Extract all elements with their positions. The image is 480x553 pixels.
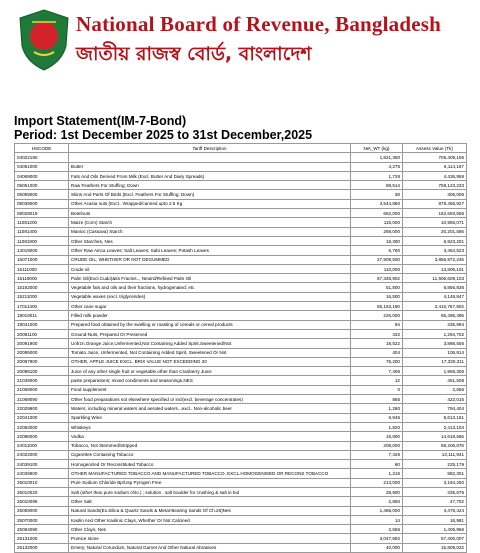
description-cell: Cigarettes Containing Tobacco [69, 450, 351, 459]
table-row [15, 246, 467, 255]
table-row [15, 329, 467, 338]
assess-value-cell: 13,806,101 [403, 264, 467, 273]
description-cell: Waters, including mineral waters and aerated waters...excl.. Non-alcoholic beer [69, 404, 351, 413]
net-weight-cell: 51,800 [351, 283, 403, 292]
table-row [15, 515, 467, 524]
assess-value-cell: 6,114,167 [403, 162, 467, 171]
table-header-row [15, 144, 467, 153]
hscode-cell: 08039000 [15, 199, 69, 208]
table-row [15, 227, 467, 236]
description-cell: OTHER MANUFACTURED TOBACCO AND MANUFACTURED TOBACCO, EXCL.HOMOGENISED OR RECONS TOBACCO [69, 469, 351, 478]
net-weight-cell: 14 [351, 515, 403, 524]
hscode-cell: 25131000 [15, 534, 69, 543]
table-row [15, 534, 467, 543]
net-weight-cell: 16,500 [351, 292, 403, 301]
table-row [15, 413, 467, 422]
net-weight-cell: 1,260 [351, 404, 403, 413]
hscode-cell: 25070000 [15, 515, 69, 524]
hscode-cell: 20097900 [15, 357, 69, 366]
hscode-cell: 24011000 [15, 441, 69, 450]
net-weight-cell: 27,909,500 [351, 255, 403, 264]
net-weight-cell: 2,556 [351, 525, 403, 534]
assess-value-cell: 15,809,022 [403, 543, 467, 552]
table-row [15, 422, 467, 431]
assess-value-cell: 225,179 [403, 460, 467, 469]
hscode-cell: 05051000 [15, 181, 69, 190]
table-row [15, 404, 467, 413]
table-row [15, 339, 467, 348]
description-cell: Other cane sugar [69, 302, 351, 311]
nbr-seal-logo [16, 8, 72, 72]
hscode-cell: 15071000 [15, 255, 69, 264]
assess-value-cell: 3,415,767,802 [403, 302, 467, 311]
assess-value-cell: 335,675 [403, 487, 467, 496]
hscode-cell: 04022190 [15, 153, 69, 162]
hscode-cell: 15111000 [15, 264, 69, 273]
column-header-assess-value: Assess Value (Tk) [403, 144, 467, 153]
assess-value-cell: 58,206,876 [403, 441, 467, 450]
assess-value-cell: 4,436,958 [403, 171, 467, 180]
net-weight-cell: 40,000 [351, 543, 403, 552]
assess-value-cell: 16,981 [403, 515, 467, 524]
description-cell: Ground-Nuts, Prepared Or Preserved [69, 329, 351, 338]
assess-value-cell: 11,606,609,103 [403, 274, 467, 283]
hscode-cell: 20081100 [15, 329, 69, 338]
assess-value-cell: 1,406,966 [403, 525, 467, 534]
assess-value-cell: 3,856,972,245 [403, 255, 467, 264]
table-row [15, 236, 467, 245]
table-row [15, 311, 467, 320]
hscode-cell: 20095000 [15, 348, 69, 357]
net-weight-cell: 208,000 [351, 441, 403, 450]
hscode-cell: 05059000 [15, 190, 69, 199]
assess-value-cell: 162,693,556 [403, 209, 467, 218]
description-cell: paste preparations; mixed condiments and seasonings,NES [69, 376, 351, 385]
description-cell: Other Salt [69, 497, 351, 506]
assess-value-cell: 6,856,836 [403, 283, 467, 292]
table-row [15, 302, 467, 311]
net-weight-cell: 4,275 [351, 162, 403, 171]
net-weight-cell: 0 [351, 385, 403, 394]
assess-value-cell: 3,464,523 [403, 246, 467, 255]
net-weight-cell: 12 [351, 376, 403, 385]
hscode-cell: 15119000 [15, 274, 69, 283]
description-cell: Butter [69, 162, 351, 171]
hscode-cell: 11081400 [15, 227, 69, 236]
assess-value-cell: 14,618,566 [403, 432, 467, 441]
hscode-cell: 14019000 [15, 246, 69, 255]
description-cell: Crude oil [69, 264, 351, 273]
table-row [15, 506, 467, 515]
description-cell: Natural Sands(Ex.Silica & Quartz Sands & Metal-Bearing Sands Of Ch.26)Nes [69, 506, 351, 515]
organization-name-english: National Board of Revenue, Bangladesh [76, 12, 442, 36]
table-row [15, 255, 467, 264]
table-row [15, 395, 467, 404]
table-row [15, 460, 467, 469]
description-cell: Raw Feathers For Stuffing; Down [69, 181, 351, 190]
table-row [15, 190, 467, 199]
table-row [15, 283, 467, 292]
description-cell: Kaolin And Other Kaolinic Clays, Whether Or Not Calcined [69, 515, 351, 524]
net-weight-cell: 3,544,860 [351, 199, 403, 208]
table-row [15, 264, 467, 273]
assess-value-cell: 335,994 [403, 320, 467, 329]
description-cell: Pure Sodium Chloride Bp/Usp Pyrogen Free [69, 478, 351, 487]
description-cell: Other Starches, Nes [69, 236, 351, 245]
table-row [15, 469, 467, 478]
column-header-net-weight: Net_WT (kg) [351, 144, 403, 153]
net-weight-cell: 1,728 [351, 171, 403, 180]
net-weight-cell: 226,000 [351, 311, 403, 320]
assess-value-cell: 20,201,566 [403, 227, 467, 236]
net-weight-cell: 18,522 [351, 339, 403, 348]
description-cell: Vodka [69, 432, 351, 441]
assess-value-cell: 13,111,941 [403, 450, 467, 459]
description-cell: Manioc (Cassava) Starch [69, 227, 351, 236]
assess-value-cell: 2,656 [403, 385, 467, 394]
description-cell: Sparkling Wine [69, 413, 351, 422]
hscode-cell: 25010099 [15, 497, 69, 506]
table-body [15, 153, 467, 553]
hscode-cell: 15162000 [15, 283, 69, 292]
hscode-cell: 25010020 [15, 487, 69, 496]
hscode-cell: 22083000 [15, 422, 69, 431]
assess-value-cell: 57,400,007 [403, 534, 467, 543]
assess-value-cell: 451,508 [403, 376, 467, 385]
description-cell: OTHER, APPLE JUICE EXCL. BRIX VALUE NOT EXCEEDING 20 [69, 357, 351, 366]
hscode-cell: 25010010 [15, 478, 69, 487]
assess-value-cell: 10,955,071 [403, 218, 467, 227]
assess-value-cell: 422,015 [403, 395, 467, 404]
hscode-cell: 19041000 [15, 320, 69, 329]
table-row [15, 357, 467, 366]
description-cell: Filled milk powder [69, 311, 351, 320]
net-weight-cell: 432 [351, 329, 403, 338]
net-weight-cell: 856 [351, 395, 403, 404]
net-weight-cell: 1,821,350 [351, 153, 403, 162]
hscode-cell: 19019011 [15, 311, 69, 320]
table-row [15, 487, 467, 496]
description-cell: Maize (Corn) Starch [69, 218, 351, 227]
table-row [15, 441, 467, 450]
assess-value-cell: 6,923,201 [403, 236, 467, 245]
table-row [15, 199, 467, 208]
assess-value-cell: 5,613,161 [403, 413, 467, 422]
net-weight-cell: 110,000 [351, 264, 403, 273]
assess-value-cell: 1,294,702 [403, 329, 467, 338]
description-cell: Emery; Natural Corundum, Natural Garnet And Other Natural Abrasives [69, 543, 351, 552]
assess-value-cell: 3,194,250 [403, 478, 467, 487]
assess-value-cell: 17,330,311 [403, 357, 467, 366]
net-weight-cell: 7,426 [351, 450, 403, 459]
net-weight-cell: 6,945 [351, 413, 403, 422]
hscode-cell: 24039100 [15, 460, 69, 469]
assess-value-cell: 882,301 [403, 469, 467, 478]
description-cell: Palm Oil(Excl.Cudo)&its Fractns.., Neutrd/Refined Palm Oil [69, 274, 351, 283]
hscode-cell: 21069000 [15, 385, 69, 394]
net-weight-cell: 2,850 [351, 497, 403, 506]
net-weight-cell: 88,514 [351, 181, 403, 190]
net-weight-cell: 38 [351, 190, 403, 199]
hscode-cell: 24039900 [15, 469, 69, 478]
hscode-cell: 22041000 [15, 413, 69, 422]
hscode-cell: 20098100 [15, 367, 69, 376]
net-weight-cell: 7,406 [351, 367, 403, 376]
description-cell: Other Clays, Nes [69, 525, 351, 534]
table-row [15, 497, 467, 506]
hscode-cell: 04051000 [15, 162, 69, 171]
assess-value-cell: 875,466,927 [403, 199, 467, 208]
table-row [15, 348, 467, 357]
description-cell: Whiskeys [69, 422, 351, 431]
table-row [15, 292, 467, 301]
description-cell: Prepared food obtained by the swelling or roasting of cereals or cereal products [69, 320, 351, 329]
table-row [15, 385, 467, 394]
assess-value-cell: 4,148,847 [403, 292, 467, 301]
assess-value-cell: 3,886,556 [403, 339, 467, 348]
table-row [15, 450, 467, 459]
assess-value-cell: 1,958,306 [403, 367, 467, 376]
table-row [15, 209, 467, 218]
table-row [15, 367, 467, 376]
hscode-cell: 11081900 [15, 236, 69, 245]
assess-value-cell: 106,914 [403, 348, 467, 357]
net-weight-cell: 67,348,902 [351, 274, 403, 283]
description-cell: Food supplement [69, 385, 351, 394]
hscode-cell: 08029019 [15, 209, 69, 218]
net-weight-cell: 662,000 [351, 209, 403, 218]
assess-value-cell: 706,409,106 [403, 153, 467, 162]
description-cell: Salt (other than pure sodium chlo.) ; solution , salt boulder for crushing & salt in bul [69, 487, 351, 496]
net-weight-cell: 3,047,682 [351, 534, 403, 543]
net-weight-cell: 268,000 [351, 227, 403, 236]
hscode-cell: 20091900 [15, 339, 69, 348]
table-row [15, 376, 467, 385]
table-row [15, 181, 467, 190]
net-weight-cell: 60 [351, 460, 403, 469]
table-row [15, 274, 467, 283]
description-cell: CRUDE OIL, WHETHER OR NOT DEGUMMED [69, 255, 351, 264]
assess-value-cell: 65,495,495 [403, 311, 467, 320]
table-row [15, 543, 467, 552]
description-cell: Homogenized Or Reconstituted Tobacco [69, 460, 351, 469]
report-title: Import Statement(IM-7-Bond) [14, 114, 187, 128]
description-cell: Other food preparations not elsewhere specified or incl(excl. beverage concentrates) [69, 395, 351, 404]
net-weight-cell: 16,800 [351, 432, 403, 441]
hscode-cell: 22086000 [15, 432, 69, 441]
hscode-cell: 04069000 [15, 171, 69, 180]
description-cell: Skins And Parts Of Birds (Excl. Feathers For Stuffing; Down) [69, 190, 351, 199]
table-row [15, 432, 467, 441]
description-cell: Other Acasia nuts (Excl.. Wrapped/canned upto 2.5 Kg [69, 199, 351, 208]
hscode-cell: 24022000 [15, 450, 69, 459]
column-header-hscode: HSCODE [15, 144, 69, 153]
description-cell: Betelnuts [69, 209, 351, 218]
description-cell: Other Raw Ainca Leaves; Salt Leaves; Sabi Leaves; Potash Leaves [69, 246, 351, 255]
assess-value-cell: 2,413,104 [403, 422, 467, 431]
hscode-cell: 25084090 [15, 525, 69, 534]
table-row [15, 171, 467, 180]
assess-value-cell: 794,404 [403, 404, 467, 413]
report-period: Period: 1st December 2025 to 31st December,2025 [14, 128, 313, 142]
net-weight-cell: 1,466,000 [351, 506, 403, 515]
description-cell: Tomato Juice, Unfermented, Not Containing Added Spirit, Sweetened Or Not [69, 348, 351, 357]
description-cell: Juice of any other single fruit or vegetable other than Cranberry Juice [69, 367, 351, 376]
assess-value-cell: 758,123,233 [403, 181, 467, 190]
net-weight-cell: 213,000 [351, 478, 403, 487]
assess-value-cell: 4,476,424 [403, 506, 467, 515]
net-weight-cell: 76,200 [351, 357, 403, 366]
net-weight-cell: 115,000 [351, 218, 403, 227]
description-cell: Tobacco, Not Stemmed/Stripped [69, 441, 351, 450]
hscode-cell: 25132000 [15, 543, 69, 552]
net-weight-cell: 6,760 [351, 246, 403, 255]
table-row [15, 525, 467, 534]
table-row [15, 218, 467, 227]
description-cell: Vegetable fats and oils and their fractions, hydrogenated; etc [69, 283, 351, 292]
report-header [14, 4, 474, 84]
table-row [15, 153, 467, 162]
net-weight-cell: 1,216 [351, 469, 403, 478]
net-weight-cell: 1,820 [351, 422, 403, 431]
column-header-description: Tariff Description [69, 144, 351, 153]
hscode-cell: 15211000 [15, 292, 69, 301]
net-weight-cell: 94 [351, 320, 403, 329]
description-cell [69, 153, 351, 162]
hscode-cell: 21039000 [15, 376, 69, 385]
description-cell: Vegetable waxes (excl. triglycerides) [69, 292, 351, 301]
hscode-cell: 25059000 [15, 506, 69, 515]
table-row [15, 320, 467, 329]
assess-value-cell: 47,702 [403, 497, 467, 506]
assess-value-cell: 306,006 [403, 190, 467, 199]
net-weight-cell: 65,153,180 [351, 302, 403, 311]
net-weight-cell: 28,900 [351, 487, 403, 496]
import-statement-table [14, 143, 467, 553]
hscode-cell: 21069090 [15, 395, 69, 404]
hscode-cell: 22029900 [15, 404, 69, 413]
hscode-cell: 17011400 [15, 302, 69, 311]
hscode-cell: 11081200 [15, 218, 69, 227]
description-cell: Unfrzn.Orange Juice,Unfermented,Not Containing Added Spirit,Sweetened/Not [69, 339, 351, 348]
net-weight-cell: 404 [351, 348, 403, 357]
description-cell: Fats And Oils Derived From Milk (Excl. Butter And Dairy Spreads) [69, 171, 351, 180]
description-cell: Pumice stone [69, 534, 351, 543]
table-row [15, 162, 467, 171]
net-weight-cell: 18,300 [351, 236, 403, 245]
organization-name-bangla: জাতীয় রাজস্ব বোর্ড, বাংলাদেশ [76, 43, 312, 65]
